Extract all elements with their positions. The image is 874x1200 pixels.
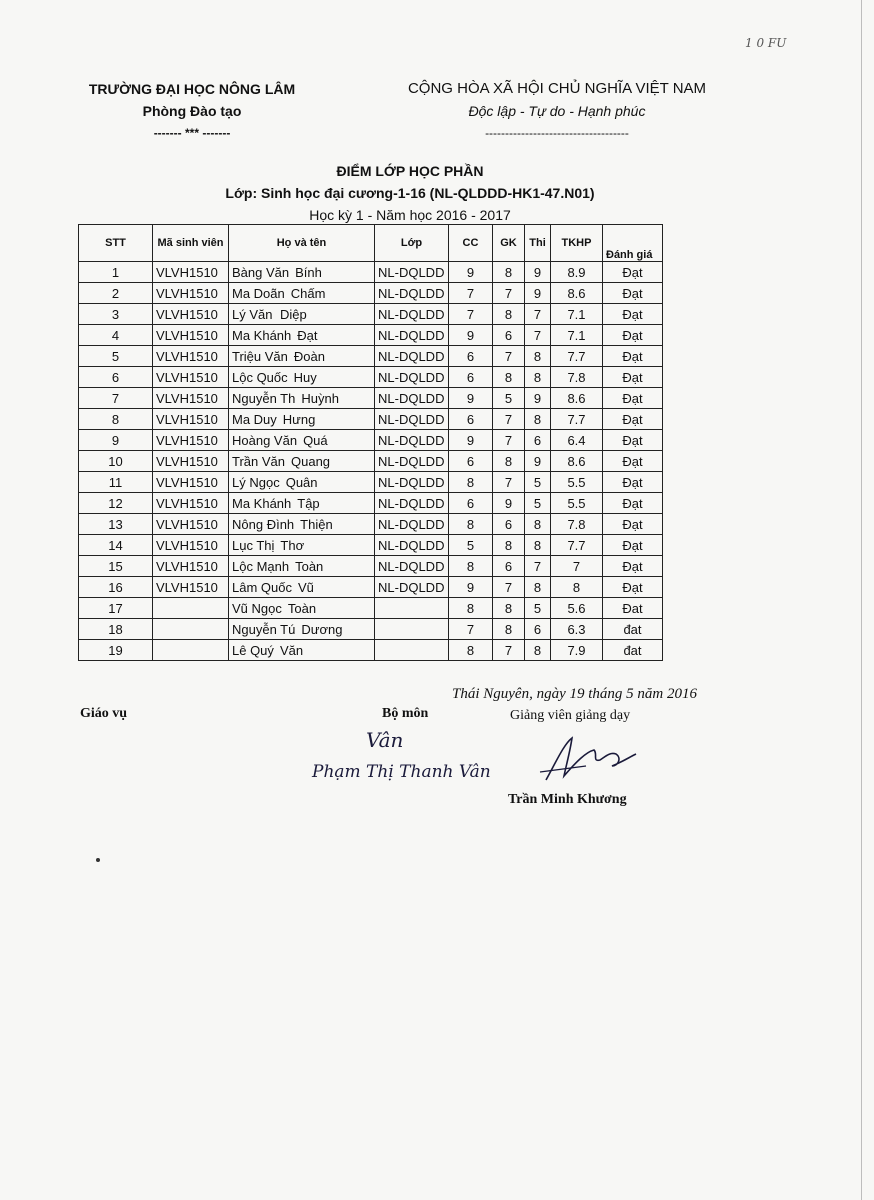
first-name: Văn <box>280 642 304 658</box>
cell-cc: 7 <box>449 304 493 325</box>
cell-gk: 7 <box>493 472 525 493</box>
cell-eval: Đạt <box>603 493 663 514</box>
cell-gk: 7 <box>493 577 525 598</box>
cell-cc: 8 <box>449 598 493 619</box>
cell-eval: Đạt <box>603 430 663 451</box>
cell-cc: 7 <box>449 619 493 640</box>
cell-tkhp: 5.5 <box>551 493 603 514</box>
table-row <box>79 598 663 619</box>
cell-class: NL-DQLDD <box>375 346 449 367</box>
cell-tkhp: 7.8 <box>551 367 603 388</box>
cell-cc: 6 <box>449 346 493 367</box>
cell-class <box>375 598 449 619</box>
cell-gk: 8 <box>493 535 525 556</box>
table-row <box>79 640 663 661</box>
cell-class: NL-DQLDD <box>375 451 449 472</box>
cell-name <box>229 619 375 640</box>
cell-cc: 9 <box>449 262 493 283</box>
cell-cc: 8 <box>449 514 493 535</box>
cell-thi: 7 <box>525 304 551 325</box>
table-row <box>79 556 663 577</box>
cell-thi: 8 <box>525 367 551 388</box>
col-code: Mã sinh viên <box>153 225 229 262</box>
cell-cc: 6 <box>449 409 493 430</box>
cell-eval: Đạt <box>603 556 663 577</box>
cell-thi: 8 <box>525 409 551 430</box>
cell-stt: 15 <box>79 556 153 577</box>
cell-cc: 9 <box>449 430 493 451</box>
cell-name <box>229 367 375 388</box>
cell-gk: 9 <box>493 493 525 514</box>
col-stt: STT <box>79 225 153 262</box>
speck <box>96 858 100 862</box>
cell-thi: 9 <box>525 283 551 304</box>
cell-eval: Đạt <box>603 304 663 325</box>
first-name: Vũ <box>297 579 314 595</box>
role-department: Bộ môn <box>382 706 429 721</box>
lecturer-signature <box>536 732 646 792</box>
cell-eval: Đạt <box>603 346 663 367</box>
given-name: Lục Thị <box>232 537 275 553</box>
given-name: Trần Văn <box>232 453 285 469</box>
cell-eval: đat <box>603 619 663 640</box>
table-row <box>79 451 663 472</box>
cell-code: VLVH1510 <box>153 304 229 325</box>
cell-eval: Đạt <box>603 262 663 283</box>
table-row <box>79 535 663 556</box>
cell-name <box>229 346 375 367</box>
cell-gk: 8 <box>493 451 525 472</box>
cell-name <box>229 556 375 577</box>
cell-gk: 8 <box>493 367 525 388</box>
cell-class: NL-DQLDD <box>375 262 449 283</box>
first-name: Huy <box>293 369 317 385</box>
first-name: Toàn <box>295 558 324 574</box>
table-row <box>79 325 663 346</box>
cell-thi: 6 <box>525 430 551 451</box>
cell-gk: 7 <box>493 346 525 367</box>
cell-code: VLVH1510 <box>153 388 229 409</box>
cell-thi: 9 <box>525 262 551 283</box>
cell-code: VLVH1510 <box>153 346 229 367</box>
department-signature <box>300 725 500 795</box>
first-name: Thơ <box>280 537 305 553</box>
cell-class: NL-DQLDD <box>375 514 449 535</box>
given-name: Hoàng Văn <box>232 432 298 448</box>
title-semester: Học kỳ 1 - Năm học 2016 - 2017 <box>309 207 511 223</box>
cell-tkhp: 7.7 <box>551 409 603 430</box>
first-name: Huỳnh <box>301 390 339 406</box>
cell-stt: 11 <box>79 472 153 493</box>
cell-class: NL-DQLDD <box>375 493 449 514</box>
cell-thi: 8 <box>525 346 551 367</box>
handwritten-full-name: Phạm Thị Thanh Vân <box>312 762 491 782</box>
cell-code: VLVH1510 <box>153 283 229 304</box>
cell-eval: Đat <box>603 598 663 619</box>
cell-thi: 6 <box>525 619 551 640</box>
cell-thi: 7 <box>525 556 551 577</box>
cell-class: NL-DQLDD <box>375 388 449 409</box>
cell-stt: 12 <box>79 493 153 514</box>
table-row <box>79 409 663 430</box>
cell-code: VLVH1510 <box>153 493 229 514</box>
grades-body <box>79 262 663 661</box>
cell-code: VLVH1510 <box>153 535 229 556</box>
first-name: Dương <box>301 621 343 637</box>
cell-thi: 8 <box>525 640 551 661</box>
cell-gk: 6 <box>493 514 525 535</box>
cell-stt: 5 <box>79 346 153 367</box>
cell-eval: Đạt <box>603 577 663 598</box>
first-name: Tập <box>297 495 320 511</box>
role-academic-affairs: Giáo vụ <box>80 706 128 721</box>
cell-name <box>229 409 375 430</box>
cell-gk: 7 <box>493 409 525 430</box>
cell-name <box>229 493 375 514</box>
col-name: Họ và tên <box>229 225 375 262</box>
first-name: Thiện <box>300 516 333 532</box>
first-name: Hưng <box>282 411 316 427</box>
cell-code: VLVH1510 <box>153 556 229 577</box>
cell-stt: 17 <box>79 598 153 619</box>
cell-class: NL-DQLDD <box>375 367 449 388</box>
cell-tkhp: 7.1 <box>551 325 603 346</box>
cell-eval: Đạt <box>603 367 663 388</box>
col-cc: CC <box>449 225 493 262</box>
cell-code: VLVH1510 <box>153 325 229 346</box>
cell-cc: 8 <box>449 640 493 661</box>
table-row <box>79 367 663 388</box>
cell-tkhp: 7.1 <box>551 304 603 325</box>
cell-stt: 19 <box>79 640 153 661</box>
handwritten-van: Vân <box>366 728 404 752</box>
cell-name <box>229 283 375 304</box>
cell-name <box>229 430 375 451</box>
cell-code: VLVH1510 <box>153 367 229 388</box>
cell-tkhp: 7.7 <box>551 535 603 556</box>
table-row <box>79 619 663 640</box>
given-name: Ma Khánh <box>232 495 292 511</box>
cell-class: NL-DQLDD <box>375 535 449 556</box>
cell-stt: 14 <box>79 535 153 556</box>
cell-gk: 7 <box>493 283 525 304</box>
cell-class <box>375 619 449 640</box>
cell-tkhp: 5.5 <box>551 472 603 493</box>
table-row <box>79 346 663 367</box>
title-class: Lớp: Sinh học đại cương-1-16 (NL-QLDDD-HK1-47.N01) <box>225 185 595 201</box>
org-name: TRƯỜNG ĐẠI HỌC NÔNG LÂM <box>88 81 296 97</box>
cell-eval: Đạt <box>603 409 663 430</box>
table-row <box>79 430 663 451</box>
cell-name <box>229 640 375 661</box>
first-name: Chấm <box>290 285 326 301</box>
page-edge <box>861 0 862 1200</box>
given-name: Vũ Ngọc <box>232 600 282 616</box>
cell-tkhp: 7.8 <box>551 514 603 535</box>
given-name: Lộc Mạnh <box>232 558 290 574</box>
cell-stt: 7 <box>79 388 153 409</box>
given-name: Lộc Quốc <box>232 369 288 385</box>
cell-cc: 9 <box>449 325 493 346</box>
cell-name <box>229 577 375 598</box>
given-name: Triệu Văn <box>232 348 288 364</box>
cell-tkhp: 6.4 <box>551 430 603 451</box>
cell-name <box>229 451 375 472</box>
cell-code <box>153 598 229 619</box>
cell-gk: 7 <box>493 430 525 451</box>
col-thi: Thi <box>525 225 551 262</box>
table-row <box>79 304 663 325</box>
cell-stt: 4 <box>79 325 153 346</box>
cell-eval: Đạt <box>603 514 663 535</box>
first-name: Đạt <box>297 327 318 343</box>
cell-stt: 2 <box>79 283 153 304</box>
cell-class: NL-DQLDD <box>375 577 449 598</box>
cell-name <box>229 388 375 409</box>
cell-cc: 7 <box>449 283 493 304</box>
cell-class <box>375 640 449 661</box>
right-separator: ------------------------------------ <box>485 126 629 140</box>
lecturer-name: Trần Minh Khương <box>508 792 627 807</box>
cell-stt: 9 <box>79 430 153 451</box>
sign-date: Thái Nguyên, ngày 19 tháng 5 năm 2016 <box>452 686 697 702</box>
cell-thi: 8 <box>525 514 551 535</box>
cell-name <box>229 325 375 346</box>
col-tkhp: TKHP <box>551 225 603 262</box>
cell-class: NL-DQLDD <box>375 472 449 493</box>
cell-stt: 8 <box>79 409 153 430</box>
cell-gk: 8 <box>493 619 525 640</box>
cell-cc: 6 <box>449 451 493 472</box>
cell-name <box>229 598 375 619</box>
cell-tkhp: 8.6 <box>551 388 603 409</box>
cell-code: VLVH1510 <box>153 430 229 451</box>
cell-tkhp: 8 <box>551 577 603 598</box>
cell-cc: 8 <box>449 556 493 577</box>
given-name: Ma Khánh <box>232 327 292 343</box>
first-name: Bính <box>295 264 322 280</box>
table-row <box>79 262 663 283</box>
cell-class: NL-DQLDD <box>375 409 449 430</box>
cell-eval: Đạt <box>603 535 663 556</box>
cell-cc: 6 <box>449 367 493 388</box>
cell-name <box>229 262 375 283</box>
header-row <box>79 225 663 262</box>
cell-code <box>153 640 229 661</box>
cell-gk: 6 <box>493 325 525 346</box>
given-name: Nguyễn Th <box>232 390 296 406</box>
cell-class: NL-DQLDD <box>375 430 449 451</box>
table-row <box>79 577 663 598</box>
given-name: Nguyễn Tú <box>232 621 296 637</box>
cell-thi: 7 <box>525 325 551 346</box>
left-separator: ------- *** ------- <box>153 126 231 140</box>
cell-tkhp: 7 <box>551 556 603 577</box>
cell-thi: 9 <box>525 388 551 409</box>
cell-eval: Đạt <box>603 451 663 472</box>
cell-stt: 10 <box>79 451 153 472</box>
cell-stt: 3 <box>79 304 153 325</box>
cell-name <box>229 472 375 493</box>
cell-code: VLVH1510 <box>153 514 229 535</box>
col-gk: GK <box>493 225 525 262</box>
cell-thi: 5 <box>525 598 551 619</box>
cell-eval: Đạt <box>603 472 663 493</box>
table-row <box>79 493 663 514</box>
country-name: CỘNG HÒA XÃ HỘI CHỦ NGHĨA VIỆT NAM <box>407 80 707 97</box>
title-main: ĐIỂM LỚP HỌC PHẦN <box>336 163 484 179</box>
cell-name <box>229 535 375 556</box>
role-lecturer: Giảng viên giảng dạy <box>510 708 631 723</box>
given-name: Bàng Văn <box>232 264 290 280</box>
cell-class: NL-DQLDD <box>375 556 449 577</box>
first-name: Quân <box>285 474 318 490</box>
first-name: Toàn <box>287 600 317 616</box>
cell-code <box>153 619 229 640</box>
given-name: Lý Ngọc <box>232 474 280 490</box>
given-name: Ma Doãn <box>232 285 285 301</box>
cell-thi: 8 <box>525 577 551 598</box>
cell-thi: 5 <box>525 493 551 514</box>
col-class: Lớp <box>375 225 449 262</box>
cell-eval: Đạt <box>603 388 663 409</box>
table-row <box>79 472 663 493</box>
cell-stt: 13 <box>79 514 153 535</box>
cell-class: NL-DQLDD <box>375 304 449 325</box>
cell-gk: 8 <box>493 598 525 619</box>
table-row <box>79 388 663 409</box>
cell-gk: 5 <box>493 388 525 409</box>
document-title <box>200 160 620 226</box>
cell-thi: 8 <box>525 535 551 556</box>
given-name: Nông Đình <box>232 516 295 532</box>
cell-gk: 7 <box>493 640 525 661</box>
cell-tkhp: 8.9 <box>551 262 603 283</box>
cell-tkhp: 8.6 <box>551 451 603 472</box>
cell-cc: 9 <box>449 388 493 409</box>
cell-stt: 18 <box>79 619 153 640</box>
corner-mark: 1 0 FU <box>745 36 787 50</box>
cell-cc: 8 <box>449 472 493 493</box>
cell-eval: đat <box>603 640 663 661</box>
cell-code: VLVH1510 <box>153 577 229 598</box>
cell-tkhp: 7.7 <box>551 346 603 367</box>
first-name: Diệp <box>280 306 307 322</box>
cell-name <box>229 514 375 535</box>
header-right <box>392 78 722 144</box>
cell-stt: 1 <box>79 262 153 283</box>
cell-tkhp: 8.6 <box>551 283 603 304</box>
first-name: Quá <box>303 432 328 448</box>
cell-tkhp: 7.9 <box>551 640 603 661</box>
dept-name: Phòng Đào tạo <box>142 103 242 119</box>
table-row <box>79 514 663 535</box>
first-name: Quang <box>291 453 331 469</box>
cell-code: VLVH1510 <box>153 262 229 283</box>
cell-cc: 6 <box>449 493 493 514</box>
given-name: Lê Quý <box>232 642 274 658</box>
cell-gk: 8 <box>493 304 525 325</box>
cell-class: NL-DQLDD <box>375 283 449 304</box>
table-row <box>79 283 663 304</box>
given-name: Lâm Quốc <box>232 579 292 595</box>
cell-cc: 9 <box>449 577 493 598</box>
given-name: Lý Văn <box>232 306 273 322</box>
cell-code: VLVH1510 <box>153 472 229 493</box>
motto: Độc lập - Tự do - Hạnh phúc <box>468 103 646 119</box>
cell-eval: Đạt <box>603 283 663 304</box>
cell-code: VLVH1510 <box>153 409 229 430</box>
cell-name <box>229 304 375 325</box>
cell-tkhp: 5.6 <box>551 598 603 619</box>
first-name: Đoàn <box>293 348 325 364</box>
cell-gk: 8 <box>493 262 525 283</box>
col-eval: Đánh giá <box>603 225 663 262</box>
given-name: Ma Duy <box>232 411 277 427</box>
grades-table <box>78 224 663 661</box>
cell-code: VLVH1510 <box>153 451 229 472</box>
cell-stt: 6 <box>79 367 153 388</box>
cell-eval: Đạt <box>603 325 663 346</box>
cell-class: NL-DQLDD <box>375 325 449 346</box>
cell-thi: 5 <box>525 472 551 493</box>
cell-stt: 16 <box>79 577 153 598</box>
cell-cc: 5 <box>449 535 493 556</box>
cell-thi: 9 <box>525 451 551 472</box>
header-left <box>82 78 302 144</box>
cell-gk: 6 <box>493 556 525 577</box>
cell-tkhp: 6.3 <box>551 619 603 640</box>
